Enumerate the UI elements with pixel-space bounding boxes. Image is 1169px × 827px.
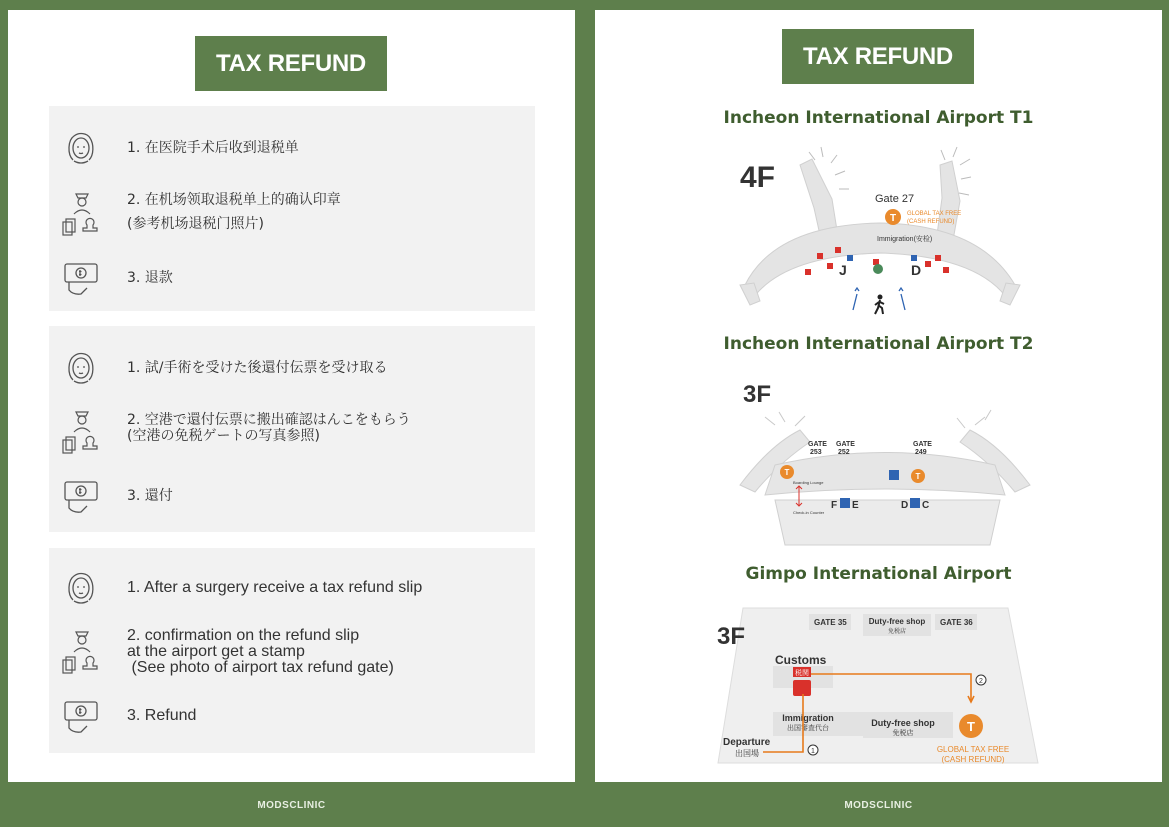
- panel-japanese: [49, 326, 535, 532]
- floor-label: 4F: [740, 161, 776, 194]
- taxfree-line1: GLOBAL TAX FREE: [936, 745, 1010, 754]
- zone-j-label: J: [839, 262, 847, 278]
- floor-label: 3F: [743, 381, 772, 408]
- airport-title-incheon-t2: Incheon International Airport T2: [723, 334, 1034, 354]
- immigration-label: Immigration: [782, 713, 834, 723]
- gate-252-label-a: GATE: [836, 441, 855, 448]
- step-text: 2. 空港で還付伝票に搬出確認はんこをもらう (空港の免税ゲートの写真参照): [127, 412, 411, 444]
- gate-253-label-a: GATE: [808, 441, 827, 448]
- zone-d-label: D: [901, 500, 909, 511]
- step-2: [49, 626, 535, 682]
- gate-36-label: GATE 36: [940, 618, 973, 627]
- immigration-icon: [889, 470, 899, 480]
- map-incheon-t2: [735, 370, 1035, 550]
- route-step-1: 1: [811, 748, 815, 755]
- immigration-icon: [910, 498, 920, 508]
- airport-title-gimpo: Gimpo International Airport: [745, 564, 1012, 584]
- step-text: 1. 試/手術を受けた後還付伝票を受け取る: [127, 360, 388, 376]
- zone-f-label: F: [831, 500, 838, 511]
- zone-e-label: E: [852, 500, 859, 511]
- tax-refund-marker-label: T: [889, 213, 897, 224]
- woman-face-icon: [61, 348, 101, 388]
- step-3: [49, 696, 535, 736]
- route-step-2: 2: [979, 678, 983, 685]
- step-text: 3. 退款: [127, 270, 173, 286]
- page-title: TAX REFUND: [782, 29, 974, 84]
- departure-sub-label: 出国場: [735, 749, 759, 758]
- taxfree-line2: (CASH REFUND): [941, 755, 1005, 764]
- officer-stamp-icon: [61, 188, 101, 240]
- page-title: TAX REFUND: [195, 36, 387, 91]
- dutyfree-mid-label: Duty-free shop: [871, 718, 935, 728]
- airport-title-incheon-t1: Incheon International Airport T1: [723, 108, 1034, 128]
- check-in-label: Check-in Counter: [793, 510, 825, 515]
- dutyfree-mid-sub-label: 免税店: [892, 730, 914, 737]
- step-text: 2. 在机场领取退税单上的确认印章 (参考机场退税门照片): [127, 192, 341, 232]
- footer-brand-right: MODSCLINIC: [844, 800, 913, 811]
- gate-252-label-b: 252: [838, 449, 850, 456]
- gate-249-label-b: 249: [915, 449, 927, 456]
- step-3: [49, 476, 535, 516]
- step-2: [49, 406, 535, 456]
- tax-refund-marker-label: T: [784, 468, 790, 477]
- step-text: 1. After a surgery receive a tax refund slip: [127, 579, 423, 596]
- step-2: [49, 188, 535, 238]
- immigration-icon: [840, 498, 850, 508]
- zone-c-label: C: [922, 500, 930, 511]
- immigration-label: Immigration(安检): [877, 236, 933, 243]
- step-1: [49, 128, 535, 168]
- step-text: 3. Refund: [127, 707, 197, 724]
- gate-249-label-a: GATE: [913, 441, 932, 448]
- step-1: [49, 348, 535, 388]
- map-incheon-t1: [735, 145, 1035, 325]
- zone-d-label: D: [911, 262, 922, 278]
- step-3: [49, 258, 535, 298]
- departure-label: Departure: [723, 737, 771, 748]
- money-hand-icon: [61, 696, 101, 736]
- right-page: [595, 10, 1162, 782]
- step-1: [49, 568, 535, 608]
- officer-stamp-icon: [61, 406, 101, 458]
- woman-face-icon: [61, 128, 101, 168]
- woman-face-icon: [61, 568, 101, 608]
- walking-person-icon: [875, 295, 884, 315]
- officer-stamp-icon: [61, 626, 101, 678]
- dutyfree-top-label: Duty-free shop: [868, 617, 926, 626]
- boarding-lounge-label: Boarding Lounge: [793, 480, 824, 485]
- gate-253-label-b: 253: [810, 449, 822, 456]
- customs-icon: [793, 680, 811, 696]
- panel-chinese: [49, 106, 535, 311]
- taxfree-line2: (CASH REFUND): [907, 219, 955, 225]
- tax-refund-marker-label: T: [915, 472, 921, 481]
- panel-english: [49, 548, 535, 753]
- dutyfree-top-sub-label: 免税店: [887, 629, 907, 635]
- tax-refund-marker-label: T: [967, 719, 975, 734]
- immigration-sub-label: 出国審査代台: [787, 725, 829, 732]
- step-text: 3. 還付: [127, 488, 173, 504]
- gate-label: Gate 27: [875, 193, 915, 205]
- step-text: 2. confirmation on the refund slip at the airport get a stamp (See photo of airport tax refund gate): [127, 627, 394, 676]
- floor-label: 3F: [717, 623, 746, 650]
- left-page: [8, 10, 575, 782]
- step-text: 1. 在医院手术后收到退税单: [127, 140, 299, 156]
- customs-sub-label: 税関: [795, 670, 809, 677]
- map-gimpo: [713, 602, 1043, 774]
- gate-35-label: GATE 35: [814, 618, 847, 627]
- info-icon: [873, 264, 883, 274]
- money-hand-icon: [61, 258, 101, 298]
- money-hand-icon: [61, 476, 101, 516]
- customs-label: Customs: [775, 653, 827, 667]
- taxfree-line1: GLOBAL TAX FREE: [907, 211, 962, 217]
- footer-brand-left: MODSCLINIC: [257, 800, 326, 811]
